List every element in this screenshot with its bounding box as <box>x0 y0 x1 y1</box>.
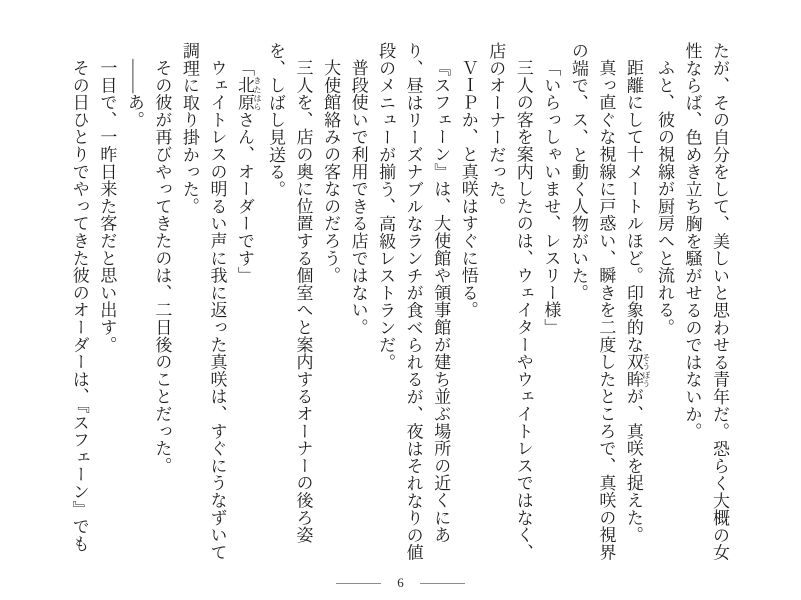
paragraph: 「いらっしゃいませ、レスリー様」 <box>541 59 561 336</box>
paragraph: その彼が再びやってきたのは、二日後のことだった。 <box>152 59 172 475</box>
paragraph: 真っ直ぐな視線に戸惑い、瞬きを二度したところで、真咲の視界の端で、ス、と動く人物がいた。 <box>568 42 616 561</box>
ruby-annotated-word: 北原 きたはら <box>234 76 262 111</box>
ruby-annotated-word: 双眸 そうぼう <box>623 353 651 388</box>
paragraph: 「北原 きたはらさん、オーダーです」 <box>234 59 262 284</box>
footer-rule-right <box>420 583 465 584</box>
paragraph: 普段使いで利用できる店ではない。 <box>348 59 368 336</box>
paragraph: ――あ。 <box>124 59 144 129</box>
paragraph: ＶＩＰか、と真咲はすぐに悟る。 <box>458 59 478 319</box>
paragraph: 三人の客を案内したのは、ウェイターやウェイトレスではなく、店のオーナーだった。 <box>486 42 533 561</box>
footer-rule-left <box>336 583 381 584</box>
paragraph: ウェイトレスの明るい声に我に返った真咲は、すぐにうなずいて調理に取り掛かった。 <box>179 42 227 561</box>
paragraph: 距離にして十メートルほど。印象的な双眸 そうぼうが、真咲を捉えた。 <box>623 59 651 544</box>
paragraph: 大使館絡みの客なのだろう。 <box>321 59 341 284</box>
paragraph: その日ひとりでやってきた彼のオーダーは、『スフェーン』でも <box>69 59 89 553</box>
paragraph: たが、その自分をして、美しいと思わせる青年だ。恐らく大概の女性ならば、色めき立ち胸を騒がせるのではないか。 <box>682 42 729 561</box>
page-number: 6 <box>397 575 404 590</box>
paragraph: 『スフェーン』は、大使館や領事館が建ち並ぶ場所の近くにあり、昼はリーズナブルなランチが食べられるが、夜はそれなりの値段のメニューが揃う、高級レストランだ。 <box>376 42 451 561</box>
paragraph: ふと、彼の視線が厨房へと流れる。 <box>654 59 674 336</box>
paragraph: 一目で、一昨日来た客だと思い出す。 <box>97 59 117 354</box>
paragraph: 三人を、店の奥に位置する個室へと案内するオーナーの後ろ姿を、しばし見送る。 <box>266 42 313 544</box>
page-footer <box>0 575 801 591</box>
vertical-text-block <box>65 42 733 568</box>
